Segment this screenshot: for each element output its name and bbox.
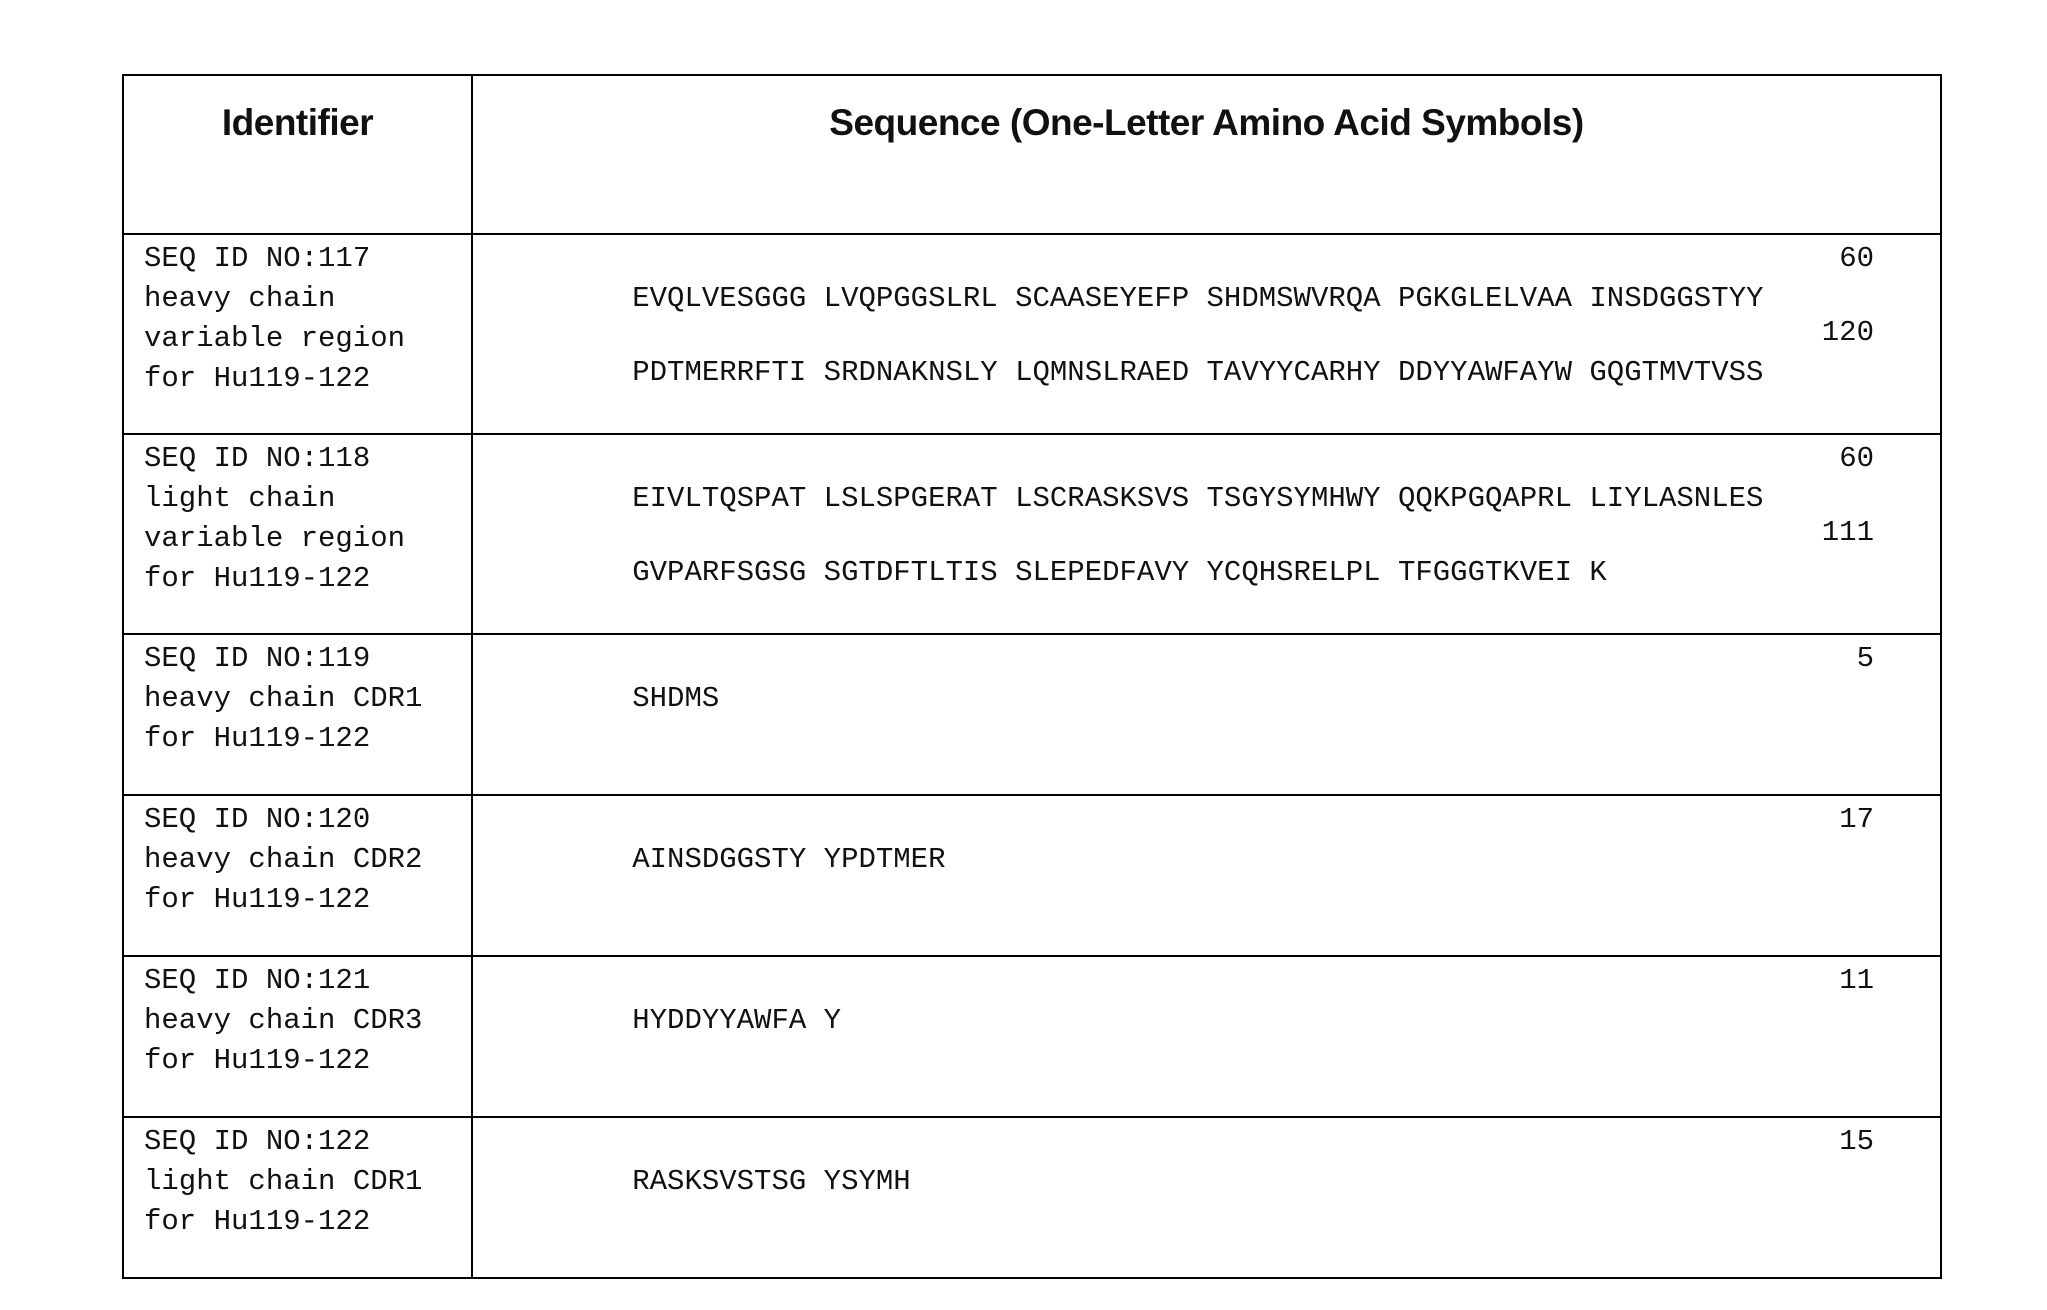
residue-count: 5 [1856, 642, 1874, 675]
residue-count: 15 [1839, 1125, 1874, 1158]
identifier-line: SEQ ID NO:118 [144, 442, 371, 475]
sequence-line [493, 961, 1940, 1037]
sequence-line [493, 239, 1940, 315]
identifier-line: SEQ ID NO:117 [144, 242, 371, 275]
table-row [123, 434, 1941, 634]
identifier-line: SEQ ID NO:121 [144, 964, 371, 997]
identifier-cell [123, 434, 472, 634]
identifier-line: variable region [144, 522, 406, 555]
identifier-header: Identifier [123, 75, 472, 234]
identifier-line: SEQ ID NO:119 [144, 642, 371, 675]
identifier-line: for Hu119-122 [144, 362, 371, 395]
residue-count: 120 [1821, 316, 1874, 349]
identifier-line: for Hu119-122 [144, 562, 371, 595]
sequence-cell [472, 434, 1941, 634]
identifier-line: for Hu119-122 [144, 883, 371, 916]
sequence-header: Sequence (One-Letter Amino Acid Symbols) [472, 75, 1941, 234]
table-row [123, 634, 1941, 795]
identifier-line: heavy chain CDR2 [144, 843, 423, 876]
identifier-cell [123, 234, 472, 434]
identifier-line: for Hu119-122 [144, 1044, 371, 1077]
residue-count: 11 [1839, 964, 1874, 997]
residue-count: 60 [1839, 242, 1874, 275]
identifier-line: heavy chain CDR3 [144, 1004, 423, 1037]
sequence-text: GVPARFSGSG SGTDFTLTIS SLEPEDFAVY YCQHSRELPL TFGGGTKVEI K [632, 556, 1607, 589]
identifier-line: heavy chain [144, 282, 336, 315]
identifier-line: for Hu119-122 [144, 722, 371, 755]
sequence-cell [472, 1117, 1941, 1278]
identifier-line: light chain CDR1 [144, 1165, 423, 1198]
identifier-line: SEQ ID NO:120 [144, 803, 371, 836]
identifier-cell [123, 634, 472, 795]
identifier-line: heavy chain CDR1 [144, 682, 423, 715]
sequence-line [493, 1122, 1940, 1198]
sequence-line [493, 313, 1940, 389]
sequence-line [493, 639, 1940, 715]
sequence-line [493, 513, 1940, 589]
sequence-cell [472, 956, 1941, 1117]
sequence-text: EVQLVESGGG LVQPGGSLRL SCAASEYEFP SHDMSWVRQA PGKGLELVAA INSDGGSTYY [632, 282, 1764, 315]
identifier-cell [123, 1117, 472, 1278]
table-header-row [123, 75, 1941, 234]
identifier-cell [123, 795, 472, 956]
table-row [123, 234, 1941, 434]
sequence-text: SHDMS [632, 682, 720, 715]
table-row [123, 1117, 1941, 1278]
sequence-text: PDTMERRFTI SRDNAKNSLY LQMNSLRAED TAVYYCARHY DDYYAWFAYW GQGTMVTVSS [632, 356, 1764, 389]
residue-count: 60 [1839, 442, 1874, 475]
sequence-cell [472, 795, 1941, 956]
identifier-cell [123, 956, 472, 1117]
sequence-text: EIVLTQSPAT LSLSPGERAT LSCRASKSVS TSGYSYMHWY QQKPGQAPRL LIYLASNLES [632, 482, 1764, 515]
sequence-cell [472, 634, 1941, 795]
identifier-line: SEQ ID NO:122 [144, 1125, 371, 1158]
residue-count: 111 [1821, 516, 1874, 549]
sequence-text: RASKSVSTSG YSYMH [632, 1165, 911, 1198]
identifier-line: for Hu119-122 [144, 1205, 371, 1238]
sequence-cell [472, 234, 1941, 434]
sequence-text: AINSDGGSTY YPDTMER [632, 843, 946, 876]
sequence-text: HYDDYYAWFA Y [632, 1004, 842, 1037]
sequence-line [493, 439, 1940, 515]
residue-count: 17 [1839, 803, 1874, 836]
identifier-line: light chain [144, 482, 336, 515]
table-row [123, 795, 1941, 956]
sequence-line [493, 800, 1940, 876]
identifier-line: variable region [144, 322, 406, 355]
table-row [123, 956, 1941, 1117]
sequence-table [122, 74, 1942, 1279]
